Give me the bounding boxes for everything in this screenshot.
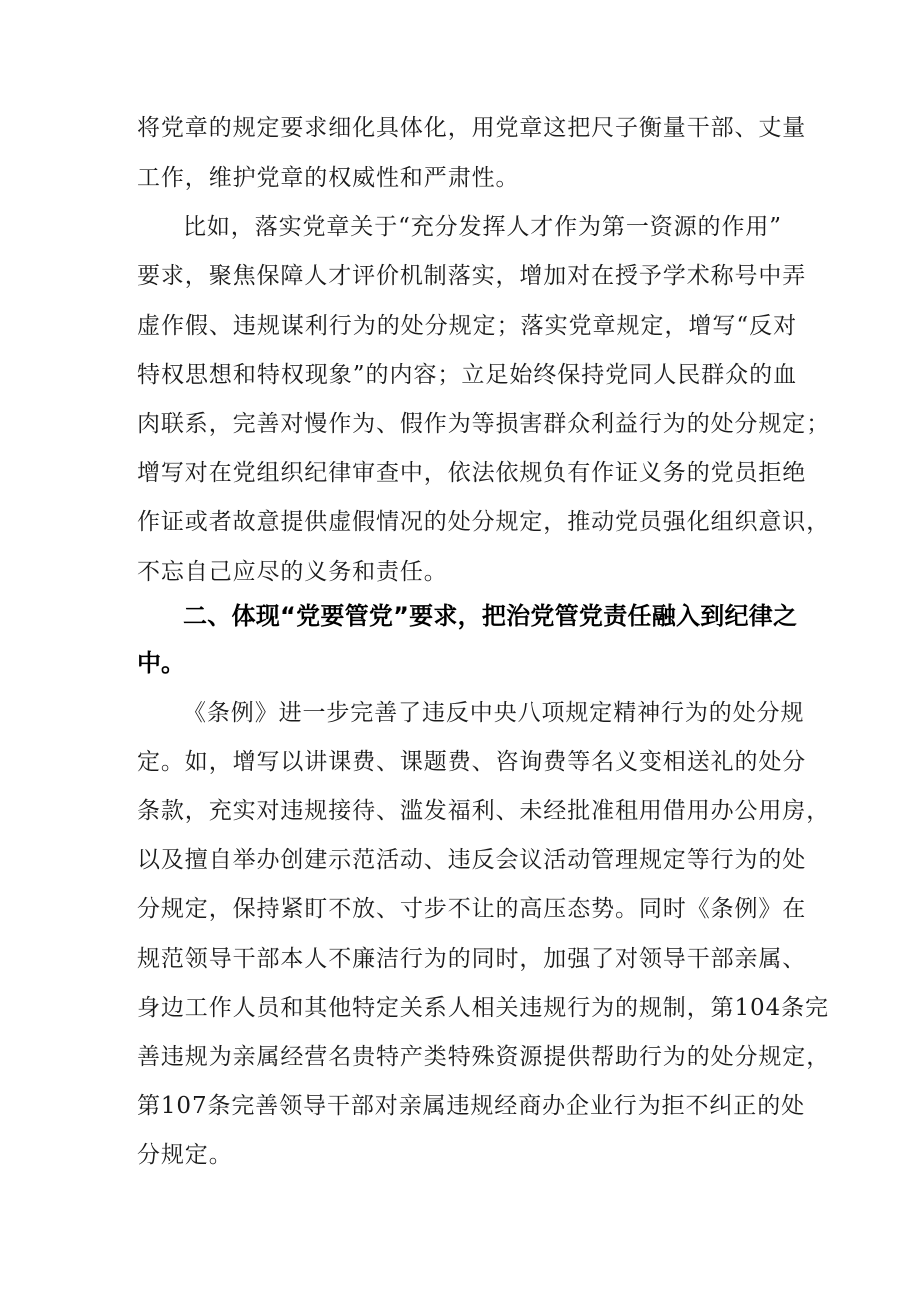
text-line: 增写对在党组织纪律审查中，依法依规负有作证义务的党员拒绝 [137, 460, 807, 486]
text-line: 要求，聚焦保障人才评价机制落实，增加对在授予学术称号中弄 [137, 263, 807, 289]
text-line: 不忘自己应尽的义务和责任。 [137, 559, 448, 585]
text-line: 身边工作人员和其他特定关系人相关违规行为的规制，第104条完 [137, 995, 829, 1021]
heading-line: 中。 [137, 649, 185, 677]
text-line: 规范领导干部本人不廉洁行为的同时，加强了对领导干部亲属、 [137, 946, 807, 972]
text-line: 定。如，增写以讲课费、课题费、咨询费等名义变相送礼的处分 [137, 749, 807, 775]
text-line: 虚作假、违规谋利行为的处分规定；落实党章规定，增写“反对 [137, 313, 797, 339]
text-line: 将党章的规定要求细化具体化，用党章这把尺子衡量干部、丈量 [137, 115, 807, 141]
text-line: 《条例》进一步完善了违反中央八项规定精神行为的处分规 [183, 700, 805, 726]
text-line: 比如，落实党章关于“充分发挥人才作为第一资源的作用” [183, 214, 782, 240]
text-line: 肉联系，完善对慢作为、假作为等损害群众利益行为的处分规定； [137, 411, 831, 437]
text-line: 善违规为亲属经营名贵特产类特殊资源提供帮助行为的处分规定， [137, 1044, 831, 1070]
text-line: 作证或者故意提供虚假情况的处分规定，推动党员强化组织意识， [137, 509, 831, 535]
text-line: 特权思想和特权现象”的内容；立足始终保持党同人民群众的血 [137, 362, 797, 388]
text-line: 分规定，保持紧盯不放、寸步不让的高压态势。同时《条例》在 [137, 896, 807, 922]
heading-line: 二、体现“党要管党”要求，把治党管党责任融入到纪律之 [183, 602, 797, 630]
text-line: 以及擅自举办创建示范活动、违反会议活动管理规定等行为的处 [137, 847, 807, 873]
text-line: 工作，维护党章的权威性和严肃性。 [137, 165, 520, 191]
text-line: 分规定。 [137, 1142, 233, 1168]
text-line: 条款，充实对违规接待、滥发福利、未经批准租用借用办公用房， [137, 798, 831, 824]
text-line: 第107条完善领导干部对亲属违规经商办企业行为拒不纠正的处 [137, 1093, 805, 1119]
